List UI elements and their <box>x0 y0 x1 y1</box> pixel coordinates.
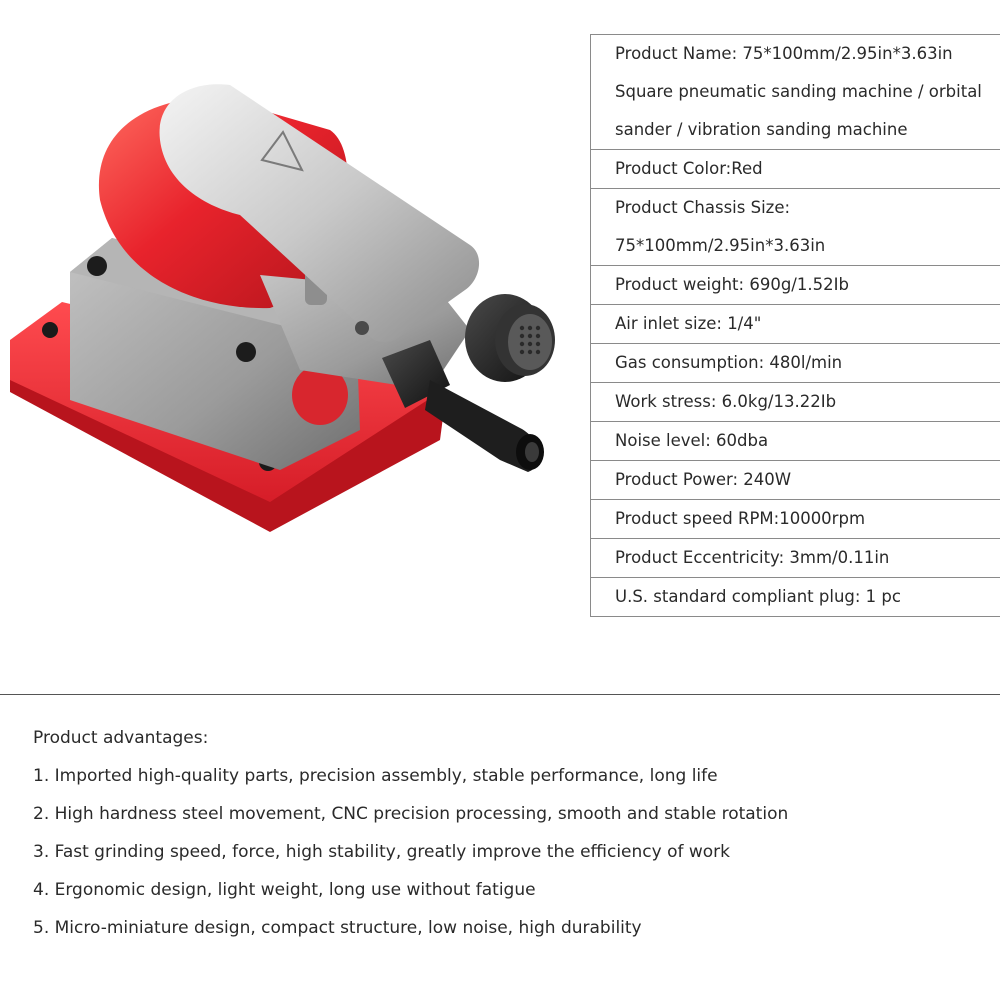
product-image <box>0 40 580 560</box>
spec-row <box>591 500 1000 539</box>
spec-cell: Noise level: 60dba <box>591 422 1000 461</box>
spec-row <box>591 266 1000 305</box>
advantage-item: 3. Fast grinding speed, force, high stability, greatly improve the efficiency of work <box>33 842 731 862</box>
spec-cell: Product speed RPM:10000rpm <box>591 500 1000 539</box>
exhaust-muffler <box>465 294 555 382</box>
spec-cell: Product Chassis Size: 75*100mm/2.95in*3.63in <box>591 189 1000 266</box>
spec-row <box>591 305 1000 344</box>
spec-cell: Gas consumption: 480l/min <box>591 344 1000 383</box>
advantages-heading: Product advantages: <box>33 728 209 748</box>
spec-cell: Product Color:Red <box>591 150 1000 189</box>
spec-row <box>591 383 1000 422</box>
spec-cell: Product weight: 690g/1.52Ib <box>591 266 1000 305</box>
advantage-item: 1. Imported high-quality parts, precision assembly, stable performance, long life <box>33 766 718 786</box>
advantage-item: 2. High hardness steel movement, CNC precision processing, smooth and stable rotation <box>33 804 789 824</box>
spec-row <box>591 461 1000 500</box>
spec-row <box>591 422 1000 461</box>
spec-row <box>591 578 1000 617</box>
spec-cell: Air inlet size: 1/4" <box>591 305 1000 344</box>
spec-cell: Product Eccentricity: 3mm/0.11in <box>591 539 1000 578</box>
advantages-section <box>33 719 983 947</box>
spec-row <box>591 539 1000 578</box>
advantage-item: 5. Micro-miniature design, compact structure, low noise, high durability <box>33 918 642 938</box>
spec-cell: Product Power: 240W <box>591 461 1000 500</box>
section-divider <box>0 694 1000 695</box>
spec-row <box>591 189 1000 266</box>
spec-cell: Work stress: 6.0kg/13.22Ib <box>591 383 1000 422</box>
spec-row <box>591 150 1000 189</box>
spec-row <box>591 344 1000 383</box>
spec-cell: U.S. standard compliant plug: 1 pc <box>591 578 1000 617</box>
spec-row <box>591 35 1000 150</box>
advantage-item: 4. Ergonomic design, light weight, long use without fatigue <box>33 880 536 900</box>
spec-cell: Product Name: 75*100mm/2.95in*3.63in Square pneumatic sanding machine / orbital sander / vibration sanding machine <box>591 35 1000 150</box>
spec-table <box>590 34 1000 617</box>
